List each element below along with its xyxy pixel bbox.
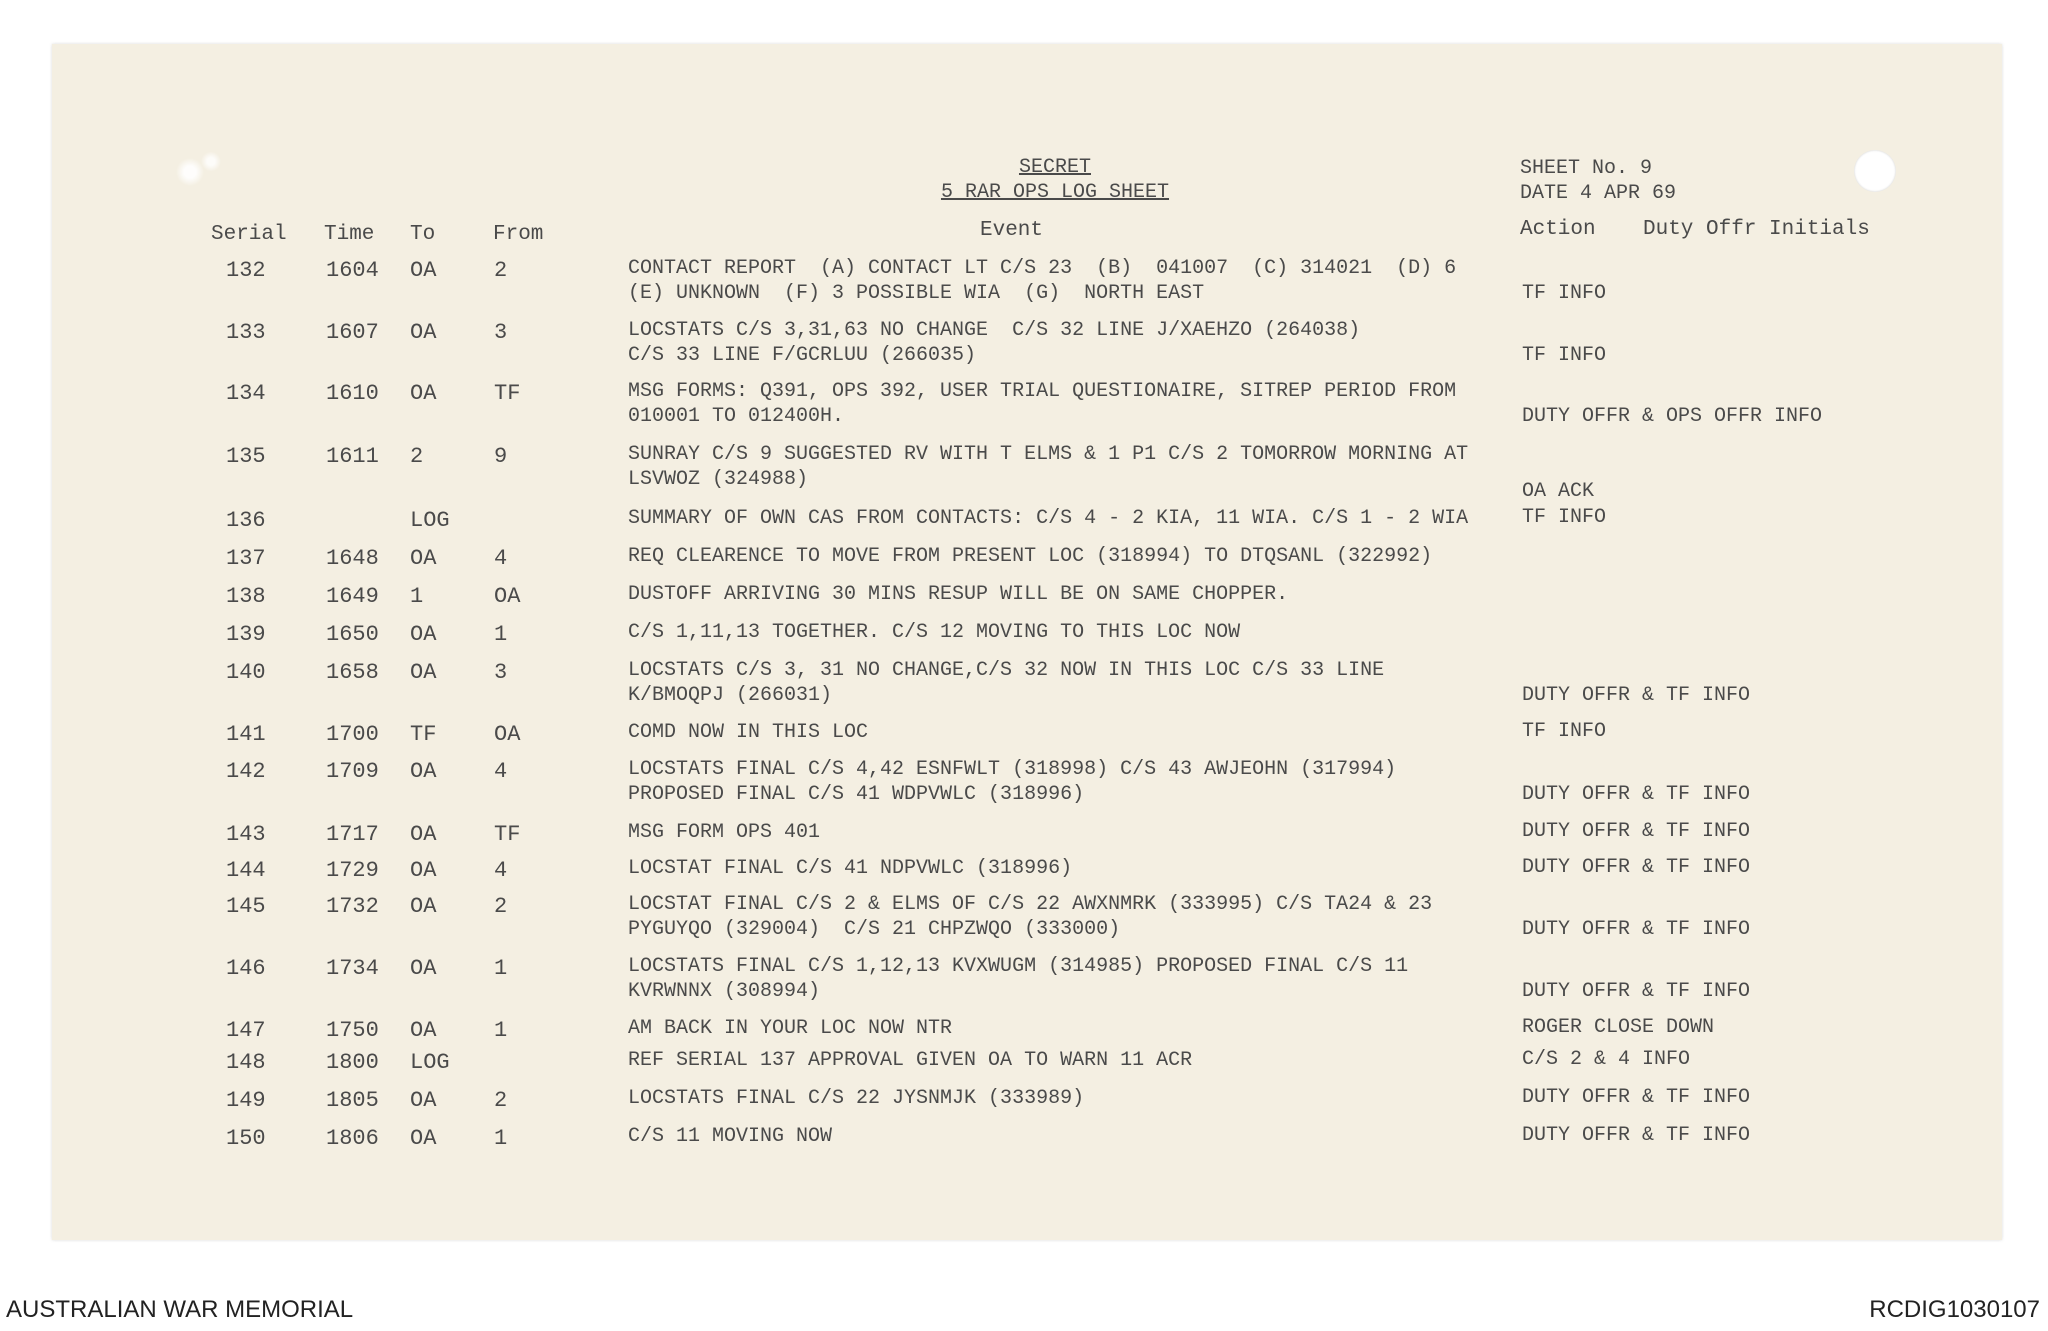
event-cell (628, 1048, 1192, 1073)
from-cell: 2 (494, 1088, 508, 1113)
event-cell (628, 954, 1408, 1004)
action-cell: DUTY OFFR & TF INFO (1522, 856, 1751, 879)
action-cell: DUTY OFFR & TF INFO (1522, 820, 1751, 843)
serial-cell: 142 (226, 759, 266, 784)
to-cell: OA (410, 1018, 437, 1043)
action-cell: DUTY OFFR & TF INFO (1522, 1124, 1751, 1147)
event-cell (628, 757, 1396, 807)
serial-cell: 141 (226, 722, 266, 747)
serial-cell: 134 (226, 381, 266, 406)
event-line: K/BMOQPJ (266031) (628, 684, 833, 707)
to-cell: OA (410, 1088, 437, 1113)
from-cell: 4 (494, 858, 508, 883)
serial-cell: 139 (226, 622, 266, 647)
from-cell: 3 (494, 660, 508, 685)
event-cell (628, 582, 1288, 607)
event-line: LOCSTATS FINAL C/S 1,12,13 KVXWUGM (314985) PROPOSED FINAL C/S 11 (628, 955, 1409, 978)
to-cell: LOG (410, 508, 450, 533)
from-cell: 1 (494, 1018, 508, 1043)
footer-source: AUSTRALIAN WAR MEMORIAL (6, 1296, 354, 1323)
time-cell: 1700 (326, 722, 379, 747)
col-header-time: Time (324, 223, 375, 246)
time-cell: 1650 (326, 622, 379, 647)
time-cell: 1607 (326, 320, 379, 345)
time-cell: 1610 (326, 381, 379, 406)
event-cell (628, 318, 1360, 368)
time-cell: 1734 (326, 956, 379, 981)
event-line: COMD NOW IN THIS LOC (628, 721, 869, 744)
serial-cell: 137 (226, 546, 266, 571)
footer-record-id: RCDIG1030107 (1869, 1296, 2040, 1323)
event-cell (628, 256, 1456, 306)
event-line: REQ CLEARENCE TO MOVE FROM PRESENT LOC (318994) TO DTQSANL (322992) (628, 545, 1433, 568)
to-cell: OA (410, 759, 437, 784)
to-cell: OA (410, 546, 437, 571)
action-cell: ROGER CLOSE DOWN (1522, 1016, 1715, 1039)
to-cell: OA (410, 381, 437, 406)
serial-cell: 145 (226, 894, 266, 919)
to-cell: 2 (410, 444, 424, 469)
event-line: AM BACK IN YOUR LOC NOW NTR (628, 1017, 953, 1040)
event-cell (628, 442, 1468, 492)
to-cell: OA (410, 894, 437, 919)
time-cell: 1649 (326, 584, 379, 609)
event-cell (628, 820, 820, 845)
event-line: LOCSTAT FINAL C/S 41 NDPVWLC (318996) (628, 857, 1073, 880)
from-cell: 3 (494, 320, 508, 345)
from-cell: 2 (494, 258, 508, 283)
event-line: PYGUYQO (329004) C/S 21 CHPZWQO (333000) (628, 918, 1121, 941)
to-cell: OA (410, 956, 437, 981)
time-cell: 1800 (326, 1050, 379, 1075)
event-line: CONTACT REPORT (A) CONTACT LT C/S 23 (B) 041007 (C) 314021 (D) 6 (628, 257, 1457, 280)
serial-cell: 150 (226, 1126, 266, 1151)
from-cell: TF (494, 822, 521, 847)
sheet-date: DATE 4 APR 69 (1520, 182, 1677, 205)
time-cell: 1806 (326, 1126, 379, 1151)
event-line: DUSTOFF ARRIVING 30 MINS RESUP WILL BE ON SAME CHOPPER. (628, 583, 1289, 606)
event-line: MSG FORMS: Q391, OPS 392, USER TRIAL QUESTIONAIRE, SITREP PERIOD FROM (628, 380, 1457, 403)
event-cell (628, 856, 1072, 881)
paper-smudge (162, 144, 232, 214)
from-cell: 1 (494, 622, 508, 647)
time-cell: 1611 (326, 444, 379, 469)
event-line: 010001 TO 012400H. (628, 405, 845, 428)
event-cell (628, 1016, 952, 1041)
from-cell: OA (494, 584, 521, 609)
event-line: SUMMARY OF OWN CAS FROM CONTACTS: C/S 4 - 2 KIA, 11 WIA. C/S 1 - 2 WIA (628, 507, 1469, 530)
col-header-serial: Serial (211, 223, 287, 246)
col-header-event: Event (980, 219, 1044, 242)
from-cell: TF (494, 381, 521, 406)
action-cell: DUTY OFFR & TF INFO (1522, 684, 1751, 707)
event-line: PROPOSED FINAL C/S 41 WDPVWLC (318996) (628, 783, 1085, 806)
serial-cell: 135 (226, 444, 266, 469)
to-cell: OA (410, 622, 437, 647)
action-cell: TF INFO (1522, 720, 1607, 743)
from-cell: 2 (494, 894, 508, 919)
from-cell: 1 (494, 956, 508, 981)
event-cell (628, 544, 1432, 569)
action-cell: OA ACK (1522, 480, 1595, 503)
event-line: (E) UNKNOWN (F) 3 POSSIBLE WIA (G) NORTH EAST (628, 282, 1205, 305)
to-cell: LOG (410, 1050, 450, 1075)
serial-cell: 146 (226, 956, 266, 981)
serial-cell: 138 (226, 584, 266, 609)
serial-cell: 149 (226, 1088, 266, 1113)
col-header-duty-initials: Duty Offr Initials (1643, 218, 1870, 241)
to-cell: OA (410, 1126, 437, 1151)
event-cell (628, 720, 868, 745)
to-cell: OA (410, 858, 437, 883)
to-cell: OA (410, 320, 437, 345)
action-cell: DUTY OFFR & TF INFO (1522, 980, 1751, 1003)
event-cell (628, 1124, 832, 1149)
event-cell (628, 506, 1468, 531)
to-cell: 1 (410, 584, 424, 609)
serial-cell: 143 (226, 822, 266, 847)
punch-hole (1854, 150, 1896, 192)
event-line: C/S 1,11,13 TOGETHER. C/S 12 MOVING TO THIS LOC NOW (628, 621, 1241, 644)
action-cell: TF INFO (1522, 282, 1607, 305)
sheet-number: SHEET No. 9 (1520, 157, 1653, 180)
event-line: LOCSTATS FINAL C/S 22 JYSNMJK (333989) (628, 1087, 1085, 1110)
event-cell (628, 1086, 1084, 1111)
from-cell: 1 (494, 1126, 508, 1151)
action-cell: DUTY OFFR & TF INFO (1522, 1086, 1751, 1109)
to-cell: OA (410, 660, 437, 685)
from-cell: 9 (494, 444, 508, 469)
serial-cell: 140 (226, 660, 266, 685)
time-cell: 1648 (326, 546, 379, 571)
action-cell: C/S 2 & 4 INFO (1522, 1048, 1691, 1071)
serial-cell: 147 (226, 1018, 266, 1043)
event-line: C/S 33 LINE F/GCRLUU (266035) (628, 344, 977, 367)
from-cell: 4 (494, 546, 508, 571)
action-cell: DUTY OFFR & TF INFO (1522, 918, 1751, 941)
event-line: SUNRAY C/S 9 SUGGESTED RV WITH T ELMS & 1 P1 C/S 2 TOMORROW MORNING AT (628, 443, 1469, 466)
event-line: LOCSTATS FINAL C/S 4,42 ESNFWLT (318998) C/S 43 AWJEOHN (317994) (628, 758, 1397, 781)
event-line: LSVWOZ (324988) (628, 468, 809, 491)
classification-heading: SECRET (1018, 156, 1091, 179)
event-line: KVRWNNX (308994) (628, 980, 821, 1003)
from-cell: OA (494, 722, 521, 747)
event-line: LOCSTATS C/S 3, 31 NO CHANGE,C/S 32 NOW IN THIS LOC C/S 33 LINE (628, 659, 1385, 682)
col-header-from: From (493, 223, 544, 246)
col-header-to: To (410, 223, 436, 246)
event-cell (628, 379, 1456, 429)
time-cell: 1732 (326, 894, 379, 919)
serial-cell: 132 (226, 258, 266, 283)
action-cell: DUTY OFFR & OPS OFFR INFO (1522, 405, 1823, 428)
time-cell: 1709 (326, 759, 379, 784)
event-cell (628, 658, 1384, 708)
event-line: REF SERIAL 137 APPROVAL GIVEN OA TO WARN 11 ACR (628, 1049, 1193, 1072)
serial-cell: 133 (226, 320, 266, 345)
to-cell: OA (410, 822, 437, 847)
action-cell: TF INFO (1522, 506, 1607, 529)
from-cell: 4 (494, 759, 508, 784)
action-cell: DUTY OFFR & TF INFO (1522, 783, 1751, 806)
serial-cell: 136 (226, 508, 266, 533)
to-cell: TF (410, 722, 437, 747)
time-cell: 1729 (326, 858, 379, 883)
event-cell (628, 892, 1432, 942)
event-line: LOCSTAT FINAL C/S 2 & ELMS OF C/S 22 AWXNMRK (333995) C/S TA24 & 23 (628, 893, 1433, 916)
time-cell: 1805 (326, 1088, 379, 1113)
to-cell: OA (410, 258, 437, 283)
log-sheet-title: 5 RAR OPS LOG SHEET (940, 181, 1170, 204)
time-cell: 1750 (326, 1018, 379, 1043)
action-cell: TF INFO (1522, 344, 1607, 367)
time-cell: 1658 (326, 660, 379, 685)
col-header-action: Action (1520, 218, 1596, 241)
serial-cell: 144 (226, 858, 266, 883)
event-cell (628, 620, 1240, 645)
event-line: MSG FORM OPS 401 (628, 821, 821, 844)
serial-cell: 148 (226, 1050, 266, 1075)
event-line: C/S 11 MOVING NOW (628, 1125, 833, 1148)
time-cell: 1604 (326, 258, 379, 283)
time-cell: 1717 (326, 822, 379, 847)
event-line: LOCSTATS C/S 3,31,63 NO CHANGE C/S 32 LINE J/XAEHZO (264038) (628, 319, 1361, 342)
